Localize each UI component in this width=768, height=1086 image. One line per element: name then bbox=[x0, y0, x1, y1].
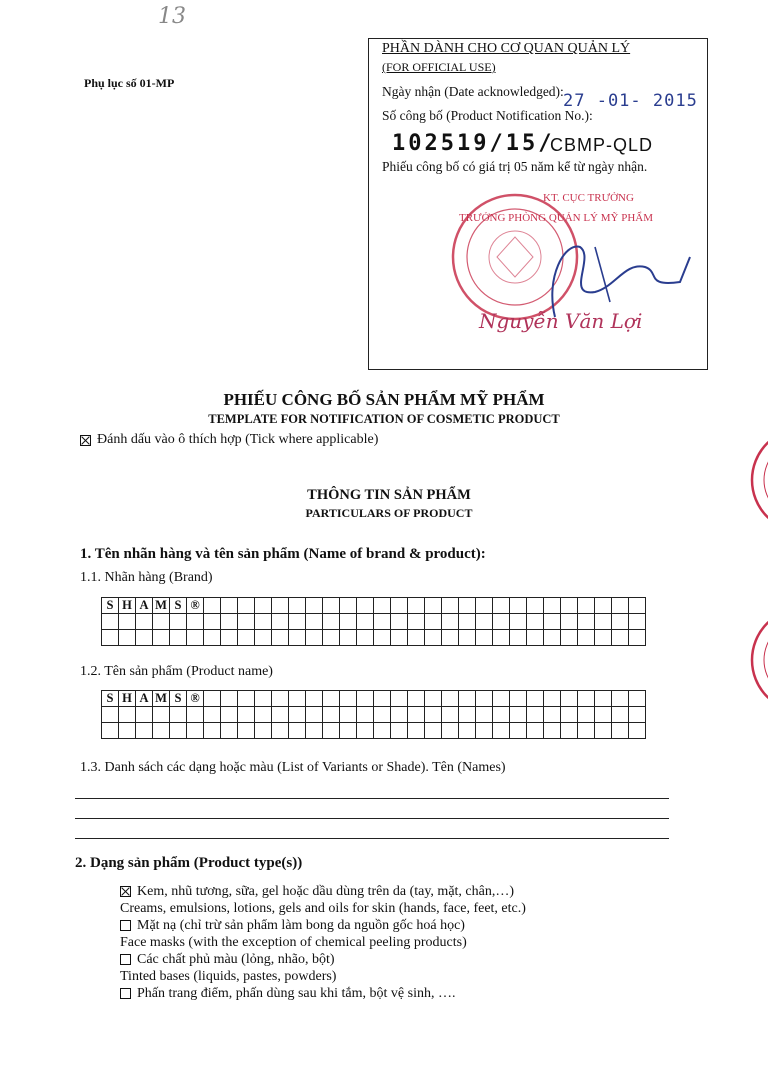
option-vn: Kem, nhũ tương, sữa, gel hoặc dầu dùng trên da (tay, mặt, chân,…) bbox=[137, 884, 515, 899]
annex-label: Phụ lục số 01-MP bbox=[84, 76, 175, 90]
brand-char-cell[interactable]: M bbox=[153, 598, 170, 614]
product-grid-row-2 bbox=[102, 707, 646, 723]
handwritten-page-mark: 13 bbox=[158, 4, 186, 29]
product-char-cell[interactable]: S bbox=[170, 691, 187, 707]
checked-box-icon bbox=[80, 435, 91, 446]
form-title-en: TEMPLATE FOR NOTIFICATION OF COSMETIC PRODUCT bbox=[208, 412, 560, 426]
variants-line-3[interactable] bbox=[75, 838, 669, 839]
brand-grid-row-2 bbox=[102, 614, 646, 630]
tick-instruction-text: Đánh dấu vào ô thích hợp (Tick where applicable) bbox=[97, 432, 379, 447]
official-heading-en: (FOR OFFICIAL USE) bbox=[382, 60, 496, 74]
side-seal-stamp-top bbox=[746, 420, 768, 540]
official-use-box bbox=[368, 38, 708, 370]
notification-suffix: CBMP-QLD bbox=[550, 135, 654, 155]
question-1-heading: 1. Tên nhãn hàng và tên sản phẩm (Name of brand & product): bbox=[80, 546, 486, 562]
brand-label: 1.1. Nhãn hàng (Brand) bbox=[80, 570, 213, 585]
brand-char-cell[interactable]: S bbox=[102, 598, 119, 614]
brand-char-cell[interactable]: ® bbox=[187, 598, 204, 614]
product-char-cell[interactable]: ® bbox=[187, 691, 204, 707]
stamp-line2: TRƯỞNG PHÒNG QUẢN LÝ MỸ PHẨM bbox=[459, 212, 654, 224]
form-title-vn: PHIẾU CÔNG BỐ SẢN PHẨM MỸ PHẨM bbox=[223, 390, 545, 409]
product-name-label: 1.2. Tên sản phẩm (Product name) bbox=[80, 664, 273, 679]
checkbox-creams[interactable] bbox=[120, 886, 131, 897]
product-type-option bbox=[120, 951, 526, 985]
section-heading-vn: THÔNG TIN SẢN PHẨM bbox=[307, 487, 471, 503]
option-en: Face masks (with the exception of chemical peeling products) bbox=[120, 935, 467, 950]
section-heading-en: PARTICULARS OF PRODUCT bbox=[305, 506, 473, 520]
option-en: Tinted bases (liquids, pastes, powders) bbox=[120, 969, 337, 984]
checkbox-powders[interactable] bbox=[120, 988, 131, 999]
date-acknowledged-stamp: 27 -01- 2015 bbox=[563, 91, 698, 111]
product-name-grid[interactable] bbox=[101, 690, 646, 739]
product-type-option bbox=[120, 883, 526, 917]
date-acknowledged-label: Ngày nhận (Date acknowledged): bbox=[382, 84, 564, 99]
brand-char-cell[interactable]: H bbox=[119, 598, 136, 614]
checkbox-face-masks[interactable] bbox=[120, 920, 131, 931]
side-seal-stamp-bottom bbox=[746, 600, 768, 720]
product-type-options bbox=[120, 883, 526, 1002]
official-heading-vn: PHẦN DÀNH CHO CƠ QUAN QUẢN LÝ bbox=[382, 41, 631, 56]
option-en: Creams, emulsions, lotions, gels and oils for skin (hands, face, feet, etc.) bbox=[120, 901, 526, 916]
notification-number-label: Số công bố (Product Notification No.): bbox=[382, 108, 593, 123]
product-char-cell[interactable]: M bbox=[153, 691, 170, 707]
brand-char-cell[interactable]: A bbox=[136, 598, 153, 614]
product-grid-row-1 bbox=[102, 691, 646, 707]
product-type-option bbox=[120, 917, 526, 951]
checkbox-tinted-bases[interactable] bbox=[120, 954, 131, 965]
brand-char-cell[interactable]: S bbox=[170, 598, 187, 614]
signer-name: Nguyễn Văn Lợi bbox=[479, 309, 643, 333]
stamp-line1: KT. CỤC TRƯỞNG bbox=[543, 192, 634, 204]
brand-grid[interactable] bbox=[101, 597, 646, 646]
option-vn: Phấn trang điểm, phấn dùng sau khi tắm, bột vệ sinh, …. bbox=[137, 986, 456, 1001]
validity-note: Phiếu công bố có giá trị 05 năm kể từ ngày nhận. bbox=[382, 159, 648, 174]
brand-grid-row-1 bbox=[102, 598, 646, 614]
variants-line-2[interactable] bbox=[75, 818, 669, 819]
question-2-heading: 2. Dạng sản phẩm (Product type(s)) bbox=[75, 855, 303, 871]
tick-instruction bbox=[80, 432, 378, 448]
variants-label: 1.3. Danh sách các dạng hoặc màu (List of Variants or Shade). Tên (Names) bbox=[80, 760, 506, 775]
product-char-cell[interactable]: H bbox=[119, 691, 136, 707]
product-char-cell[interactable]: A bbox=[136, 691, 153, 707]
product-char-cell[interactable]: S bbox=[102, 691, 119, 707]
product-type-option bbox=[120, 985, 526, 1002]
option-vn: Các chất phủ màu (lỏng, nhão, bột) bbox=[137, 952, 335, 967]
variants-line-1[interactable] bbox=[75, 798, 669, 799]
product-grid-row-3 bbox=[102, 723, 646, 739]
notification-number: 102519/15/ bbox=[392, 131, 555, 156]
brand-grid-row-3 bbox=[102, 630, 646, 646]
option-vn: Mặt nạ (chỉ trừ sản phẩm làm bong da nguồn gốc hoá học) bbox=[137, 918, 465, 933]
